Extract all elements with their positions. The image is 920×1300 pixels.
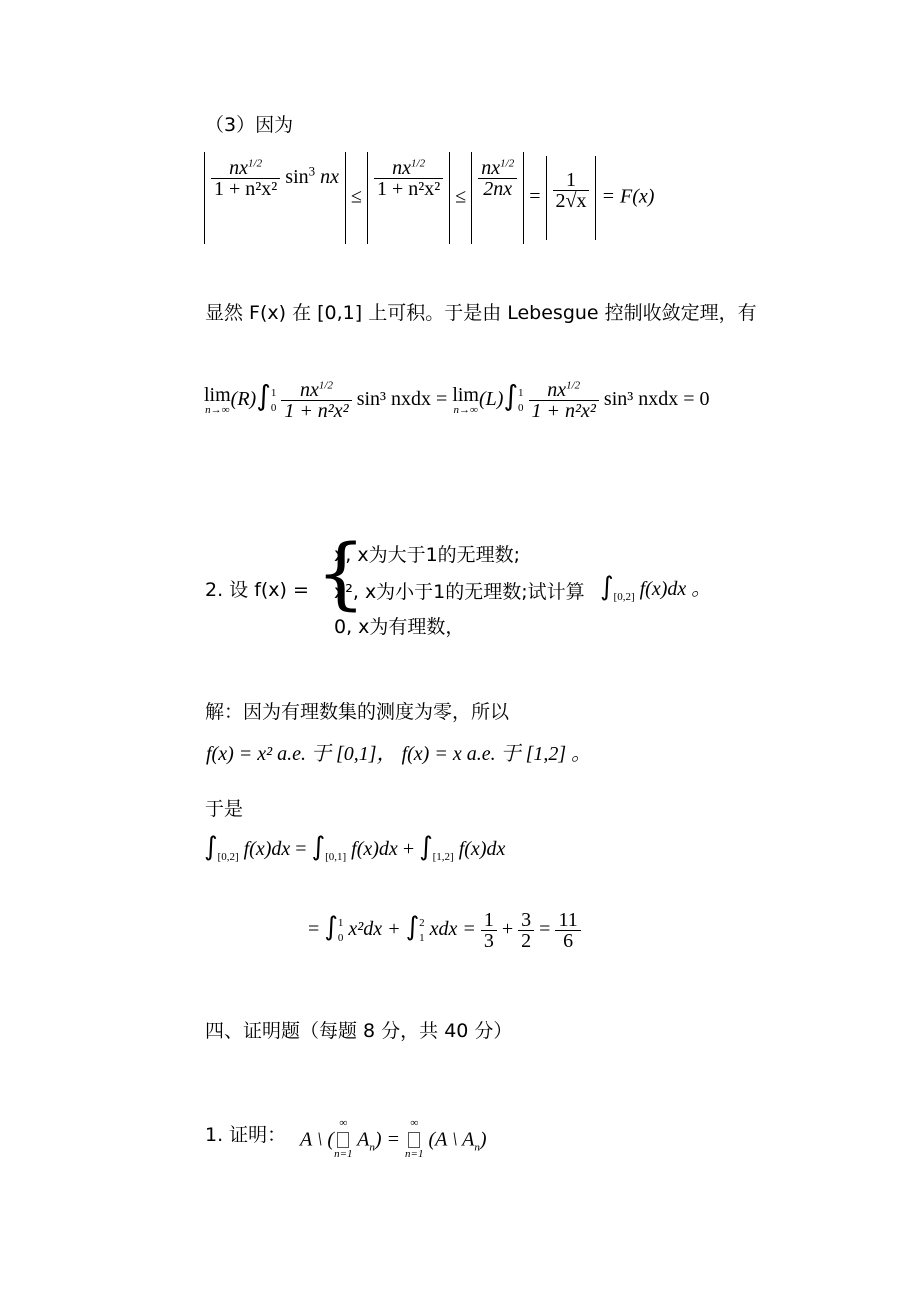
q2-case-2: x², x为小于1的无理数;试计算	[334, 581, 585, 603]
q2-case-1: x, x为大于1的无理数;	[334, 544, 521, 566]
abs-term-3: $\frac{nx^{1/2}}{2nx}$	[471, 152, 524, 244]
proof-1-equation: A \ ( ∞ n=1 $A_n$) = ∞ n=1 (A \ $A_n$)	[300, 1117, 487, 1160]
piecewise-brace: {	[316, 529, 366, 619]
section-4-title: 四、证明题（每题 8 分，共 40 分）	[205, 1020, 513, 1042]
inequality-equation: $\frac{nx^{1/2}}{\text{1 + n²x²}}$ $\sin^3$ nx ≤ $\frac{nx^{1/2}}{\text{1 + n²x²}}$ ≤ $\frac{nx^{1/2}}{2nx}$ = $\frac{1}{2√x}$ = F(x)	[204, 152, 654, 244]
q2-case-3: 0, x为有理数，	[334, 616, 465, 638]
integral-split: $\int_{[0,2]}$ $f(x)dx = \int_{[0,1]}$ $f(x)dx + \int_{[1,2]}$ f(x)dx	[204, 832, 506, 863]
final-computation: = ∫ 1 0 x²dx + ∫ 2 1 xdx = $\frac{1}{3}$ + $\frac{3}{2}$ = $\frac{11}{6}$	[308, 910, 581, 951]
abs-term-1: $\frac{nx^{1/2}}{\text{1 + n²x²}}$ $\sin^3$ nx	[204, 152, 346, 244]
q2-prefix: 2. 设 f(x) =	[205, 579, 309, 601]
solution-yushi: 于是	[205, 798, 244, 820]
union-symbol-icon	[337, 1132, 349, 1148]
q2-integral: $\int_{[0,2]}$ f(x)dx 。	[600, 572, 712, 603]
limit-equation: lim n→∞ (R)∫ 1 0 $\frac{nx^{1/2}}{\text{1 + n²x²}}$ sin³ nxdx = lim n→∞ (L)∫ 1 0 $\frac{nx^{1/2}}{\text{1 + n²x²}}$ sin³ nxdx = 0	[204, 379, 710, 422]
abs-term-4: $\frac{1}{2√x}$	[546, 156, 597, 240]
union-symbol-icon	[408, 1132, 420, 1148]
proof-1-label: 1. 证明：	[205, 1124, 287, 1146]
integrable-statement: 显然 F(x) 在 [0,1] 上可积。于是由 Lebesgue 控制收敛定理，有	[205, 302, 757, 324]
abs-term-2: $\frac{nx^{1/2}}{\text{1 + n²x²}}$	[367, 152, 450, 244]
solution-intro: 解：因为有理数集的测度为零，所以	[205, 701, 510, 723]
F-of-x: = F(x)	[601, 185, 655, 208]
section-3-label: （3）因为	[205, 114, 294, 136]
solution-ae: f(x) = x² a.e. 于 [0,1]， f(x) = x a.e. 于 [1,2] 。	[206, 743, 592, 765]
